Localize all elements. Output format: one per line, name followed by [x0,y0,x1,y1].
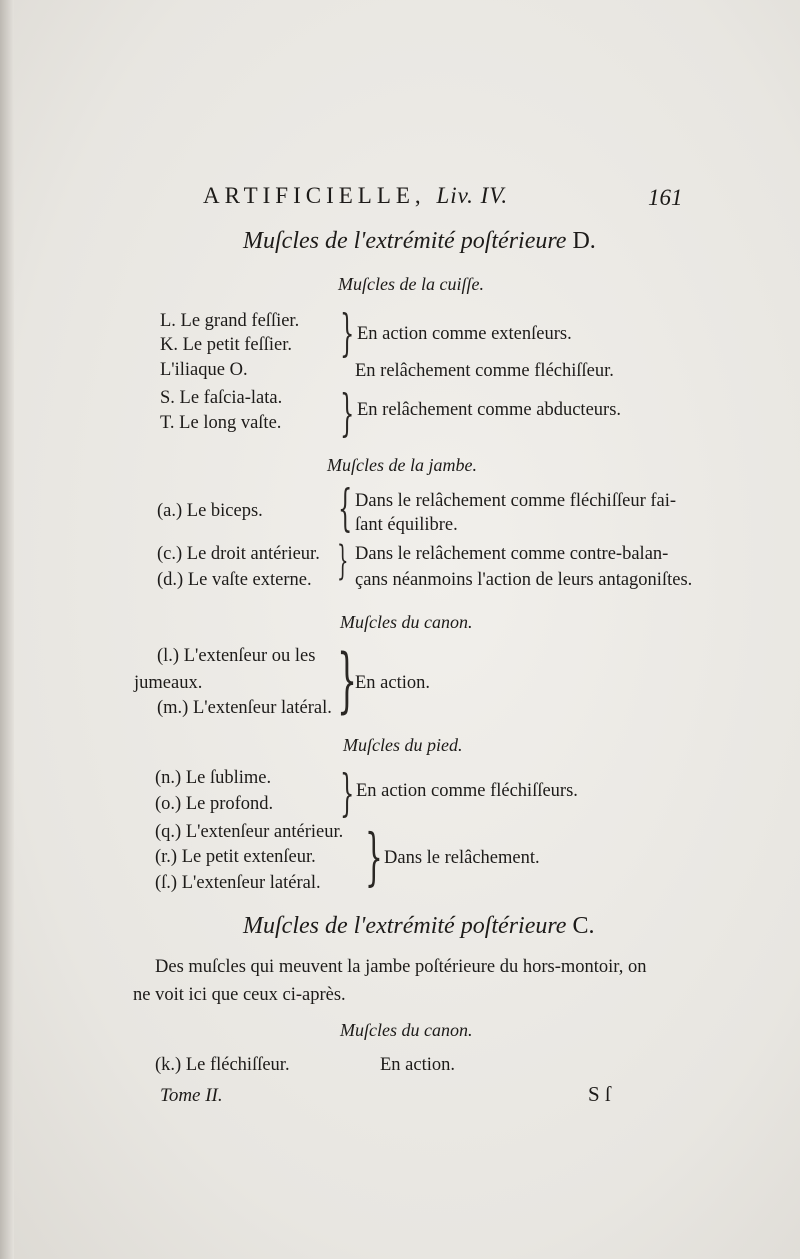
brace-pied-1: } [340,764,355,822]
subtitle-canon-c: Muſcles du canon. [340,1020,473,1040]
row-cuisse-1: L. Le grand feſſier. [160,311,300,331]
brace-jambe-1: { [338,479,353,537]
brace-canon: } [337,639,358,721]
section-c-title [243,913,594,940]
subtitle-cuisse: Muſcles de la cuiſſe. [338,274,484,294]
row-pied-2: (o.) Le profond. [155,794,274,814]
prose-line-2: ne voit ici que ceux ci-après. [133,985,346,1005]
row-cuisse-3: L'iliaque O. [160,360,248,380]
section-c-title-text: Muſcles de l'extrémité poſtérieure [243,913,567,939]
row-pied-4: (r.) Le petit extenſeur. [155,847,316,867]
brace-jambe-2: } [337,538,349,584]
header-book: Liv. IV. [436,183,509,208]
action-canon-c: En action. [380,1055,456,1075]
subtitle-jambe: Muſcles de la jambe. [327,455,477,475]
row-canon-3: (m.) L'extenſeur latéral. [157,698,332,718]
row-jambe-2: (c.) Le droit antérieur. [157,544,320,564]
row-pied-5: (ſ.) L'extenſeur latéral. [155,873,321,893]
header-title: ARTIFICIELLE, [203,183,426,208]
action-cuisse-3: En relâchement comme abducteurs. [357,400,622,420]
action-jambe-2a: Dans le relâchement comme contre-balan- [355,544,669,564]
row-cuisse-4: S. Le faſcia-lata. [160,388,283,408]
section-c-letter: C. [572,913,595,939]
row-pied-1: (n.) Le ſublime. [155,768,272,788]
row-jambe-1: (a.) Le biceps. [157,501,263,521]
footer-tome: Tome II. [160,1085,223,1106]
action-canon: En action. [355,673,431,693]
running-header [203,183,508,209]
action-pied-1: En action comme fléchiſſeurs. [356,781,578,801]
row-canon-2: jumeaux. [134,673,203,693]
row-jambe-3: (d.) Le vaſte externe. [157,570,312,590]
action-jambe-2b: çans néanmoins l'action de leurs antagoniſtes. [355,570,693,590]
row-canon-1: (l.) L'extenſeur ou les [157,646,316,666]
brace-cuisse-2: } [340,384,355,442]
action-jambe-1a: Dans le relâchement comme fléchiſſeur fai- [355,491,677,511]
brace-cuisse-1: } [340,304,355,362]
action-pied-2: Dans le relâchement. [384,848,540,868]
brace-pied-2: } [365,820,383,893]
row-cuisse-5: T. Le long vaſte. [160,413,282,433]
subtitle-pied: Muſcles du pied. [343,735,463,755]
page-edge [0,0,14,1259]
row-cuisse-2: K. Le petit feſſier. [160,335,293,355]
action-cuisse-2: En relâchement comme fléchiſſeur. [355,361,614,381]
footer-signature: S ſ [588,1082,611,1106]
prose-line-1: Des muſcles qui meuvent la jambe poſtérieure du hors-montoir, on [155,957,647,977]
row-pied-3: (q.) L'extenſeur antérieur. [155,822,344,842]
page-number: 161 [648,185,683,210]
action-jambe-1b: ſant équilibre. [355,515,458,535]
section-d-title [243,228,596,255]
row-canon-c: (k.) Le fléchiſſeur. [155,1055,290,1075]
section-d-letter: D. [572,228,596,254]
action-cuisse-1: En action comme extenſeurs. [357,324,572,344]
section-d-title-text: Muſcles de l'extrémité poſtérieure [243,228,567,254]
subtitle-canon: Muſcles du canon. [340,612,473,632]
